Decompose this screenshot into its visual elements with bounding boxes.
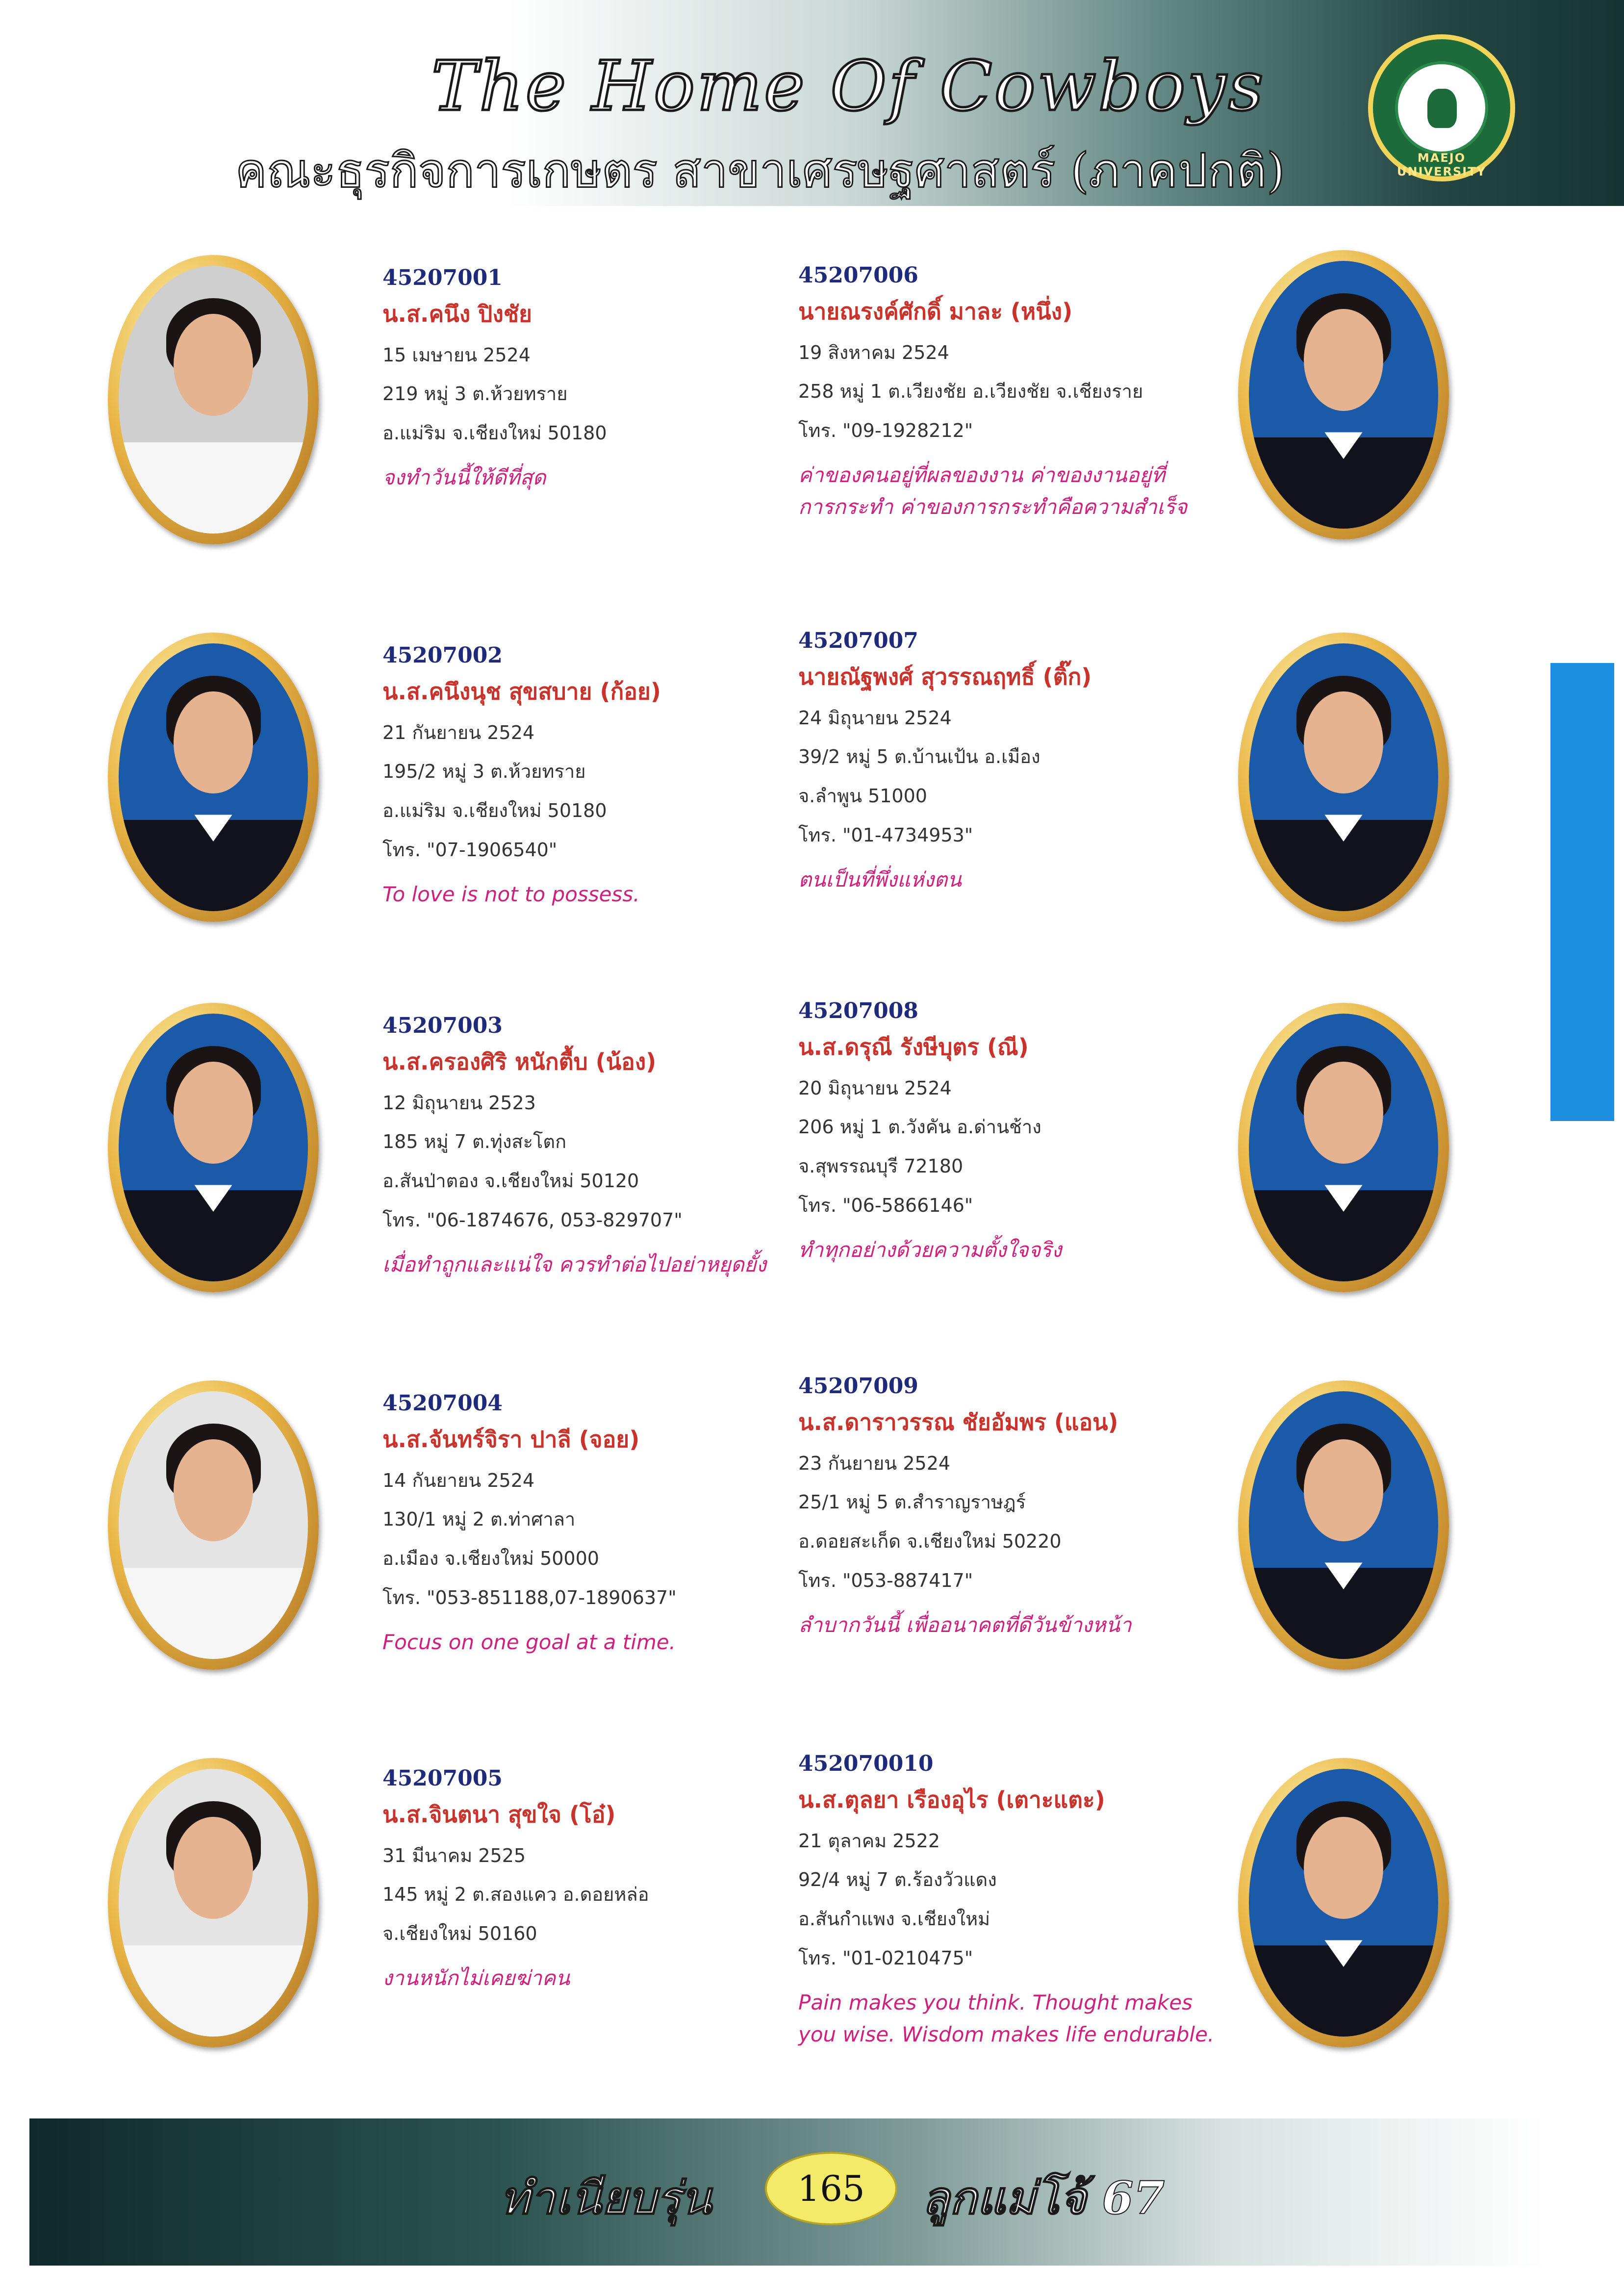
student-birthdate: 15 เมษายน 2524 bbox=[382, 344, 531, 366]
student-name: น.ส.ตุลยา เรืองอุไร (เตาะแตะ) bbox=[798, 1786, 1105, 1813]
portrait-photo bbox=[119, 1769, 308, 2037]
student-birthdate: 21 กันยายน 2524 bbox=[382, 721, 535, 743]
student-birthdate: 19 สิงหาคม 2524 bbox=[798, 341, 949, 363]
student-birthdate: 20 มิถุนายน 2524 bbox=[798, 1077, 952, 1099]
student-id: 45207009 bbox=[798, 1374, 918, 1399]
logo-text: MAEJO UNIVERSITY bbox=[1397, 151, 1486, 178]
student-motto-line: การกระทำ ค่าของการกระทำคือความสำเร็จ bbox=[798, 495, 1188, 519]
student-address-line: 219 หมู่ 3 ต.ห้วยทราย bbox=[382, 383, 568, 405]
student-address-line: 130/1 หมู่ 2 ต.ท่าศาลา bbox=[382, 1508, 576, 1530]
student-id: 45207006 bbox=[798, 263, 918, 288]
student-entry-5 bbox=[382, 1768, 649, 1994]
student-entry-4 bbox=[382, 1393, 677, 1658]
student-address-line: 185 หมู่ 7 ต.ทุ่งสะโตก bbox=[382, 1131, 567, 1153]
page-number: 165 bbox=[765, 2152, 897, 2225]
student-phone: โทร. "053-851188,07-1890637" bbox=[382, 1586, 677, 1608]
student-name: น.ส.ดรุณี รังษีบุตร (ณี) bbox=[798, 1034, 1029, 1060]
footer-yearbook-title: ทำเนียบรุ่น bbox=[500, 2171, 712, 2224]
student-entry-10 bbox=[798, 1753, 1214, 2050]
portrait-photo bbox=[1249, 1014, 1438, 1281]
logo-emblem-ring bbox=[1395, 61, 1488, 154]
student-motto: To love is not to possess. bbox=[382, 882, 640, 906]
student-address-line: 258 หมู่ 1 ต.เวียงชัย อ.เวียงชัย จ.เชียงราย bbox=[798, 381, 1143, 403]
student-address-line: 195/2 หมู่ 3 ต.ห้วยทราย bbox=[382, 761, 586, 783]
header-subtitle: คณะธุรกิจการเกษตร สาขาเศรษฐศาสตร์ (ภาคปกติ) bbox=[235, 143, 1285, 198]
student-address-line: อ.ดอยสะเก็ด จ.เชียงใหม่ 50220 bbox=[798, 1530, 1062, 1553]
student-id: 452070010 bbox=[798, 1751, 934, 1776]
student-entry-9 bbox=[798, 1376, 1132, 1641]
student-portrait-1 bbox=[108, 255, 319, 544]
student-name: น.ส.คนึง ปิงชัย bbox=[382, 301, 532, 327]
student-address-line: อ.เมือง จ.เชียงใหม่ 50000 bbox=[382, 1548, 599, 1570]
student-motto: ลำบากวันนี้ เพื่ออนาคตที่ดีวันข้างหน้า bbox=[798, 1612, 1132, 1637]
student-motto: Focus on one goal at a time. bbox=[382, 1630, 676, 1654]
student-id: 45207004 bbox=[382, 1391, 503, 1416]
student-address-line: อ.สันป่าตอง จ.เชียงใหม่ 50120 bbox=[382, 1170, 639, 1192]
student-portrait-4 bbox=[108, 1380, 319, 1670]
student-motto: จงทำวันนี้ให้ดีที่สุด bbox=[382, 465, 546, 489]
student-entry-8 bbox=[798, 1000, 1062, 1266]
student-portrait-10 bbox=[1238, 1758, 1449, 2047]
portrait-photo bbox=[119, 1391, 308, 1659]
student-birthdate: 21 ตุลาคม 2522 bbox=[798, 1830, 940, 1852]
student-portrait-9 bbox=[1238, 1380, 1449, 1670]
student-motto: ทำทุกอย่างด้วยความตั้งใจจริง bbox=[798, 1237, 1062, 1262]
header-title: The Home Of Cowboys bbox=[431, 47, 1266, 127]
portrait-photo bbox=[1249, 261, 1438, 529]
student-motto-line: ค่าของคนอยู่ที่ผลของงาน ค่าของงานอยู่ที่ bbox=[798, 462, 1165, 487]
student-entry-3 bbox=[382, 1015, 766, 1280]
student-entry-1 bbox=[382, 267, 607, 493]
student-portrait-7 bbox=[1238, 633, 1449, 922]
student-address-line: จ.ลำพูน 51000 bbox=[798, 785, 927, 807]
student-address-line: 145 หมู่ 2 ต.สองแคว อ.ดอยหล่อ bbox=[382, 1884, 649, 1906]
student-name: น.ส.ดาราวรรณ ชัยอัมพร (แอน) bbox=[798, 1409, 1118, 1435]
student-phone: โทร. "01-4734953" bbox=[798, 824, 973, 846]
student-portrait-2 bbox=[108, 633, 319, 922]
student-phone: โทร. "07-1906540" bbox=[382, 839, 558, 861]
student-name: น.ส.ครองศิริ หนักตื้บ (น้อง) bbox=[382, 1048, 657, 1075]
student-portrait-8 bbox=[1238, 1003, 1449, 1292]
student-phone: โทร. "06-1874676, 053-829707" bbox=[382, 1209, 683, 1231]
student-address-line: อ.แม่ริม จ.เชียงใหม่ 50180 bbox=[382, 422, 607, 444]
student-entry-6 bbox=[798, 265, 1187, 523]
footer-class-title: ลูกแม่โจ้ 67 bbox=[922, 2171, 1165, 2224]
student-birthdate: 14 กันยายน 2524 bbox=[382, 1469, 535, 1491]
student-birthdate: 12 มิถุนายน 2523 bbox=[382, 1092, 536, 1114]
portrait-photo bbox=[1249, 643, 1438, 911]
student-motto bbox=[798, 1987, 1214, 2050]
student-id: 45207001 bbox=[382, 265, 503, 290]
student-entry-2 bbox=[382, 645, 661, 910]
page-footer bbox=[29, 2118, 1624, 2266]
student-id: 45207005 bbox=[382, 1766, 503, 1791]
side-tab-marker bbox=[1550, 663, 1614, 1121]
student-id: 45207002 bbox=[382, 643, 503, 668]
student-motto bbox=[798, 459, 1187, 523]
student-name: น.ส.คนึงนุช สุขสบาย (ก้อย) bbox=[382, 678, 661, 705]
student-phone: โทร. "053-887417" bbox=[798, 1569, 973, 1591]
student-name: นายณรงค์ศักดิ์ มาละ (หนึ่ง) bbox=[798, 298, 1073, 325]
student-address-line: จ.เชียงใหม่ 50160 bbox=[382, 1923, 537, 1945]
portrait-photo bbox=[119, 266, 308, 534]
student-motto: งานหนักไม่เคยฆ่าคน bbox=[382, 1965, 570, 1990]
student-address-line: 92/4 หมู่ 7 ต.ร้องวัวแดง bbox=[798, 1869, 997, 1891]
student-address-line: อ.สันกำแพง จ.เชียงใหม่ bbox=[798, 1908, 990, 1930]
logo-emblem-icon bbox=[1427, 89, 1457, 128]
student-address-line: จ.สุพรรณบุรี 72180 bbox=[798, 1155, 964, 1177]
portrait-photo bbox=[119, 1014, 308, 1281]
student-birthdate: 24 มิถุนายน 2524 bbox=[798, 707, 952, 729]
student-address-line: อ.แม่ริม จ.เชียงใหม่ 50180 bbox=[382, 800, 607, 822]
university-logo bbox=[1368, 34, 1515, 181]
student-entry-7 bbox=[798, 630, 1091, 895]
portrait-photo bbox=[1249, 1769, 1438, 2037]
student-name: น.ส.จันทร์จิรา ปาลี (จอย) bbox=[382, 1426, 640, 1453]
student-birthdate: 31 มีนาคม 2525 bbox=[382, 1844, 526, 1866]
student-phone: โทร. "09-1928212" bbox=[798, 420, 973, 442]
student-address-line: 39/2 หมู่ 5 ต.บ้านเป้น อ.เมือง bbox=[798, 746, 1040, 768]
student-name: นายณัฐพงศ์ สุวรรณฤทธิ์ (ติ๊ก) bbox=[798, 663, 1092, 690]
portrait-photo bbox=[1249, 1391, 1438, 1659]
student-address-line: 206 หมู่ 1 ต.วังคัน อ.ด่านช้าง bbox=[798, 1116, 1041, 1138]
student-motto: เมื่อทำถูกและแน่ใจ ควรทำต่อไปอย่าหยุดยั้ง bbox=[382, 1252, 766, 1276]
student-phone: โทร. "06-5866146" bbox=[798, 1194, 973, 1216]
student-portrait-3 bbox=[108, 1003, 319, 1292]
portrait-photo bbox=[119, 643, 308, 911]
student-portrait-5 bbox=[108, 1758, 319, 2047]
student-motto-line: you wise. Wisdom makes life endurable. bbox=[798, 2022, 1215, 2046]
student-motto-line: Pain makes you think. Thought makes bbox=[798, 1990, 1193, 2014]
student-address-line: 25/1 หมู่ 5 ต.สำราญราษฎร์ bbox=[798, 1491, 1026, 1513]
student-motto: ตนเป็นที่พึ่งแห่งตน bbox=[798, 867, 962, 892]
student-birthdate: 23 กันยายน 2524 bbox=[798, 1452, 951, 1474]
student-name: น.ส.จินตนา สุขใจ (โอ๋) bbox=[382, 1801, 616, 1828]
student-portrait-6 bbox=[1238, 250, 1449, 539]
student-id: 45207007 bbox=[798, 628, 918, 653]
student-id: 45207003 bbox=[382, 1013, 503, 1038]
student-id: 45207008 bbox=[798, 998, 918, 1023]
student-phone: โทร. "01-0210475" bbox=[798, 1947, 973, 1969]
